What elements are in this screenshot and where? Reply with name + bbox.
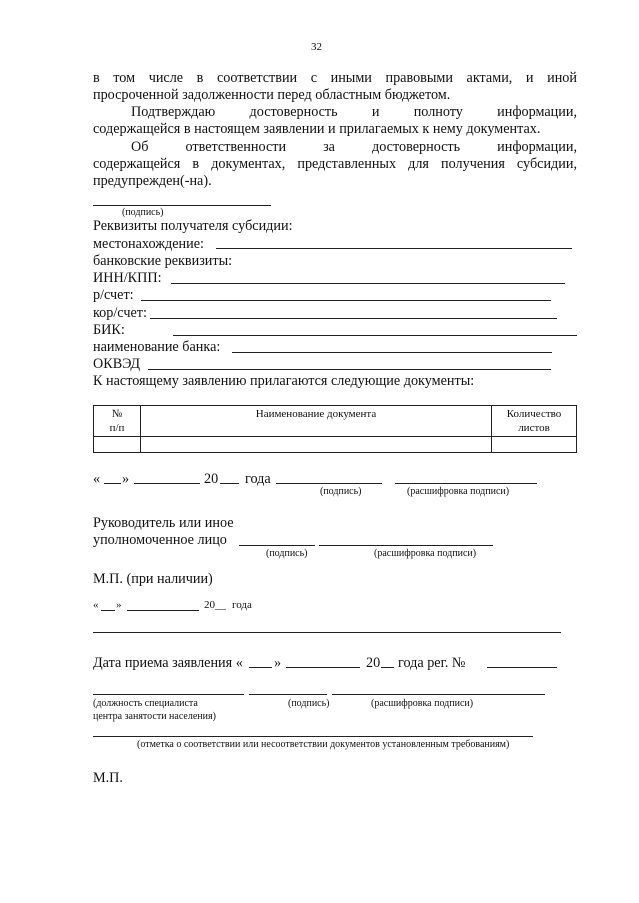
specialist-decode-caption: (расшифровка подписи): [371, 698, 474, 709]
head-signature-field[interactable]: [239, 545, 315, 546]
specialist-sign-caption: (подпись): [288, 698, 330, 709]
date-sign-caption: (подпись): [320, 486, 362, 497]
attached-docs-label: К настоящему заявлению прилагаются следующие документы:: [93, 373, 475, 389]
bik-field[interactable]: [173, 335, 577, 336]
specialist-position-caption-2: центра занятости населения): [93, 711, 216, 722]
col-number-header: [94, 406, 141, 437]
col-name-header-text: Наименование документа: [255, 408, 377, 420]
small-date-day-field[interactable]: [101, 610, 115, 611]
head-decode-field[interactable]: [319, 545, 493, 546]
compliance-caption: (отметка о соответствии или несоответствии документов установленным требованиям): [137, 739, 510, 750]
date-month-field[interactable]: [134, 483, 200, 484]
head-decode-caption: (расшифровка подписи): [374, 548, 477, 559]
intro-line-5: Об ответственности за достоверность информации,: [131, 139, 577, 155]
small-date-open-quote: «: [93, 599, 99, 611]
bank-name-field[interactable]: [232, 352, 552, 353]
small-date-month-field[interactable]: [127, 610, 199, 611]
account-field[interactable]: [141, 300, 551, 301]
table-header-row: [94, 406, 577, 437]
corr-account-field[interactable]: [150, 318, 557, 319]
date-close-quote: »: [122, 471, 130, 487]
table-cell-name[interactable]: [141, 437, 492, 453]
location-field[interactable]: [216, 248, 572, 249]
receipt-day-field[interactable]: [249, 667, 272, 668]
intro-line-3: Подтверждаю достоверность и полноту информации,: [131, 104, 577, 120]
bik-label: БИК:: [93, 322, 125, 338]
corr-account-label: кор/счет:: [93, 305, 147, 321]
col-number-header-line2: п/п: [109, 422, 125, 434]
okved-field[interactable]: [148, 369, 551, 370]
intro-line-2: просроченной задолженности перед областным бюджетом.: [93, 87, 451, 103]
full-width-line[interactable]: [93, 632, 561, 633]
col-count-header-line2: листов: [518, 422, 550, 434]
small-date-close-quote: »: [116, 599, 122, 611]
inn-field[interactable]: [171, 283, 565, 284]
table-row[interactable]: [94, 437, 577, 453]
okved-label: ОКВЭД: [93, 356, 141, 372]
stamp-label: М.П.: [93, 770, 123, 786]
intro-line-6: содержащейся в документах, представленных для получения субсидии,: [93, 156, 577, 172]
date-year-suffix: года: [245, 471, 271, 487]
date-open-quote: «: [93, 471, 101, 487]
bank-requisites-label: банковские реквизиты:: [93, 253, 233, 269]
receipt-reg-number-field[interactable]: [487, 667, 557, 668]
small-date-year: 20__: [204, 599, 226, 611]
receipt-month-field[interactable]: [286, 667, 360, 668]
intro-line-1: в том числе в соответствии с иными правовыми актами, и иной: [93, 70, 577, 86]
documents-table: [93, 405, 577, 453]
inn-label: ИНН/КПП:: [93, 270, 162, 286]
date-decode-caption: (расшифровка подписи): [407, 486, 510, 497]
compliance-field[interactable]: [93, 736, 533, 737]
col-name-header: [141, 406, 492, 437]
date-year-prefix: 20: [204, 471, 219, 487]
date-day-field[interactable]: [104, 483, 121, 484]
stamp-if-any: М.П. (при наличии): [93, 571, 213, 587]
receipt-year-field[interactable]: [381, 667, 394, 668]
date-signature-field[interactable]: [276, 483, 382, 484]
specialist-signature-field[interactable]: [249, 694, 327, 695]
location-label: местонахождение:: [93, 236, 204, 252]
receipt-close-quote: »: [274, 655, 282, 671]
head-sign-caption: (подпись): [266, 548, 308, 559]
col-number-header-line1: №: [111, 408, 123, 420]
head-line-2: уполномоченное лицо: [93, 532, 227, 548]
intro-line-7: предупрежден(-на).: [93, 173, 212, 189]
date-decode-field[interactable]: [395, 483, 537, 484]
requisites-heading: Реквизиты получателя субсидии:: [93, 218, 293, 234]
signature-caption: (подпись): [122, 207, 164, 218]
specialist-decode-field[interactable]: [332, 694, 545, 695]
table-cell-number[interactable]: [94, 437, 141, 453]
bank-name-label: наименование банка:: [93, 339, 221, 355]
account-label: р/счет:: [93, 287, 134, 303]
col-count-header-line1: Количество: [506, 408, 562, 420]
intro-line-4: содержащейся в настоящем заявлении и прилагаемых к нему документах.: [93, 121, 541, 137]
receipt-label: Дата приема заявления «: [93, 655, 243, 671]
head-line-1: Руководитель или иное: [93, 515, 234, 531]
table-cell-count[interactable]: [492, 437, 577, 453]
specialist-position-caption-1: (должность специалиста: [93, 698, 198, 709]
date-year-field[interactable]: [220, 483, 239, 484]
specialist-position-field[interactable]: [93, 694, 244, 695]
receipt-year: 20: [366, 655, 381, 671]
col-count-header: [492, 406, 577, 437]
signature-line[interactable]: [93, 205, 271, 206]
small-date-year-suffix: года: [232, 599, 252, 611]
receipt-year-suffix: года рег. №: [398, 655, 466, 671]
page-number: 32: [311, 41, 322, 53]
